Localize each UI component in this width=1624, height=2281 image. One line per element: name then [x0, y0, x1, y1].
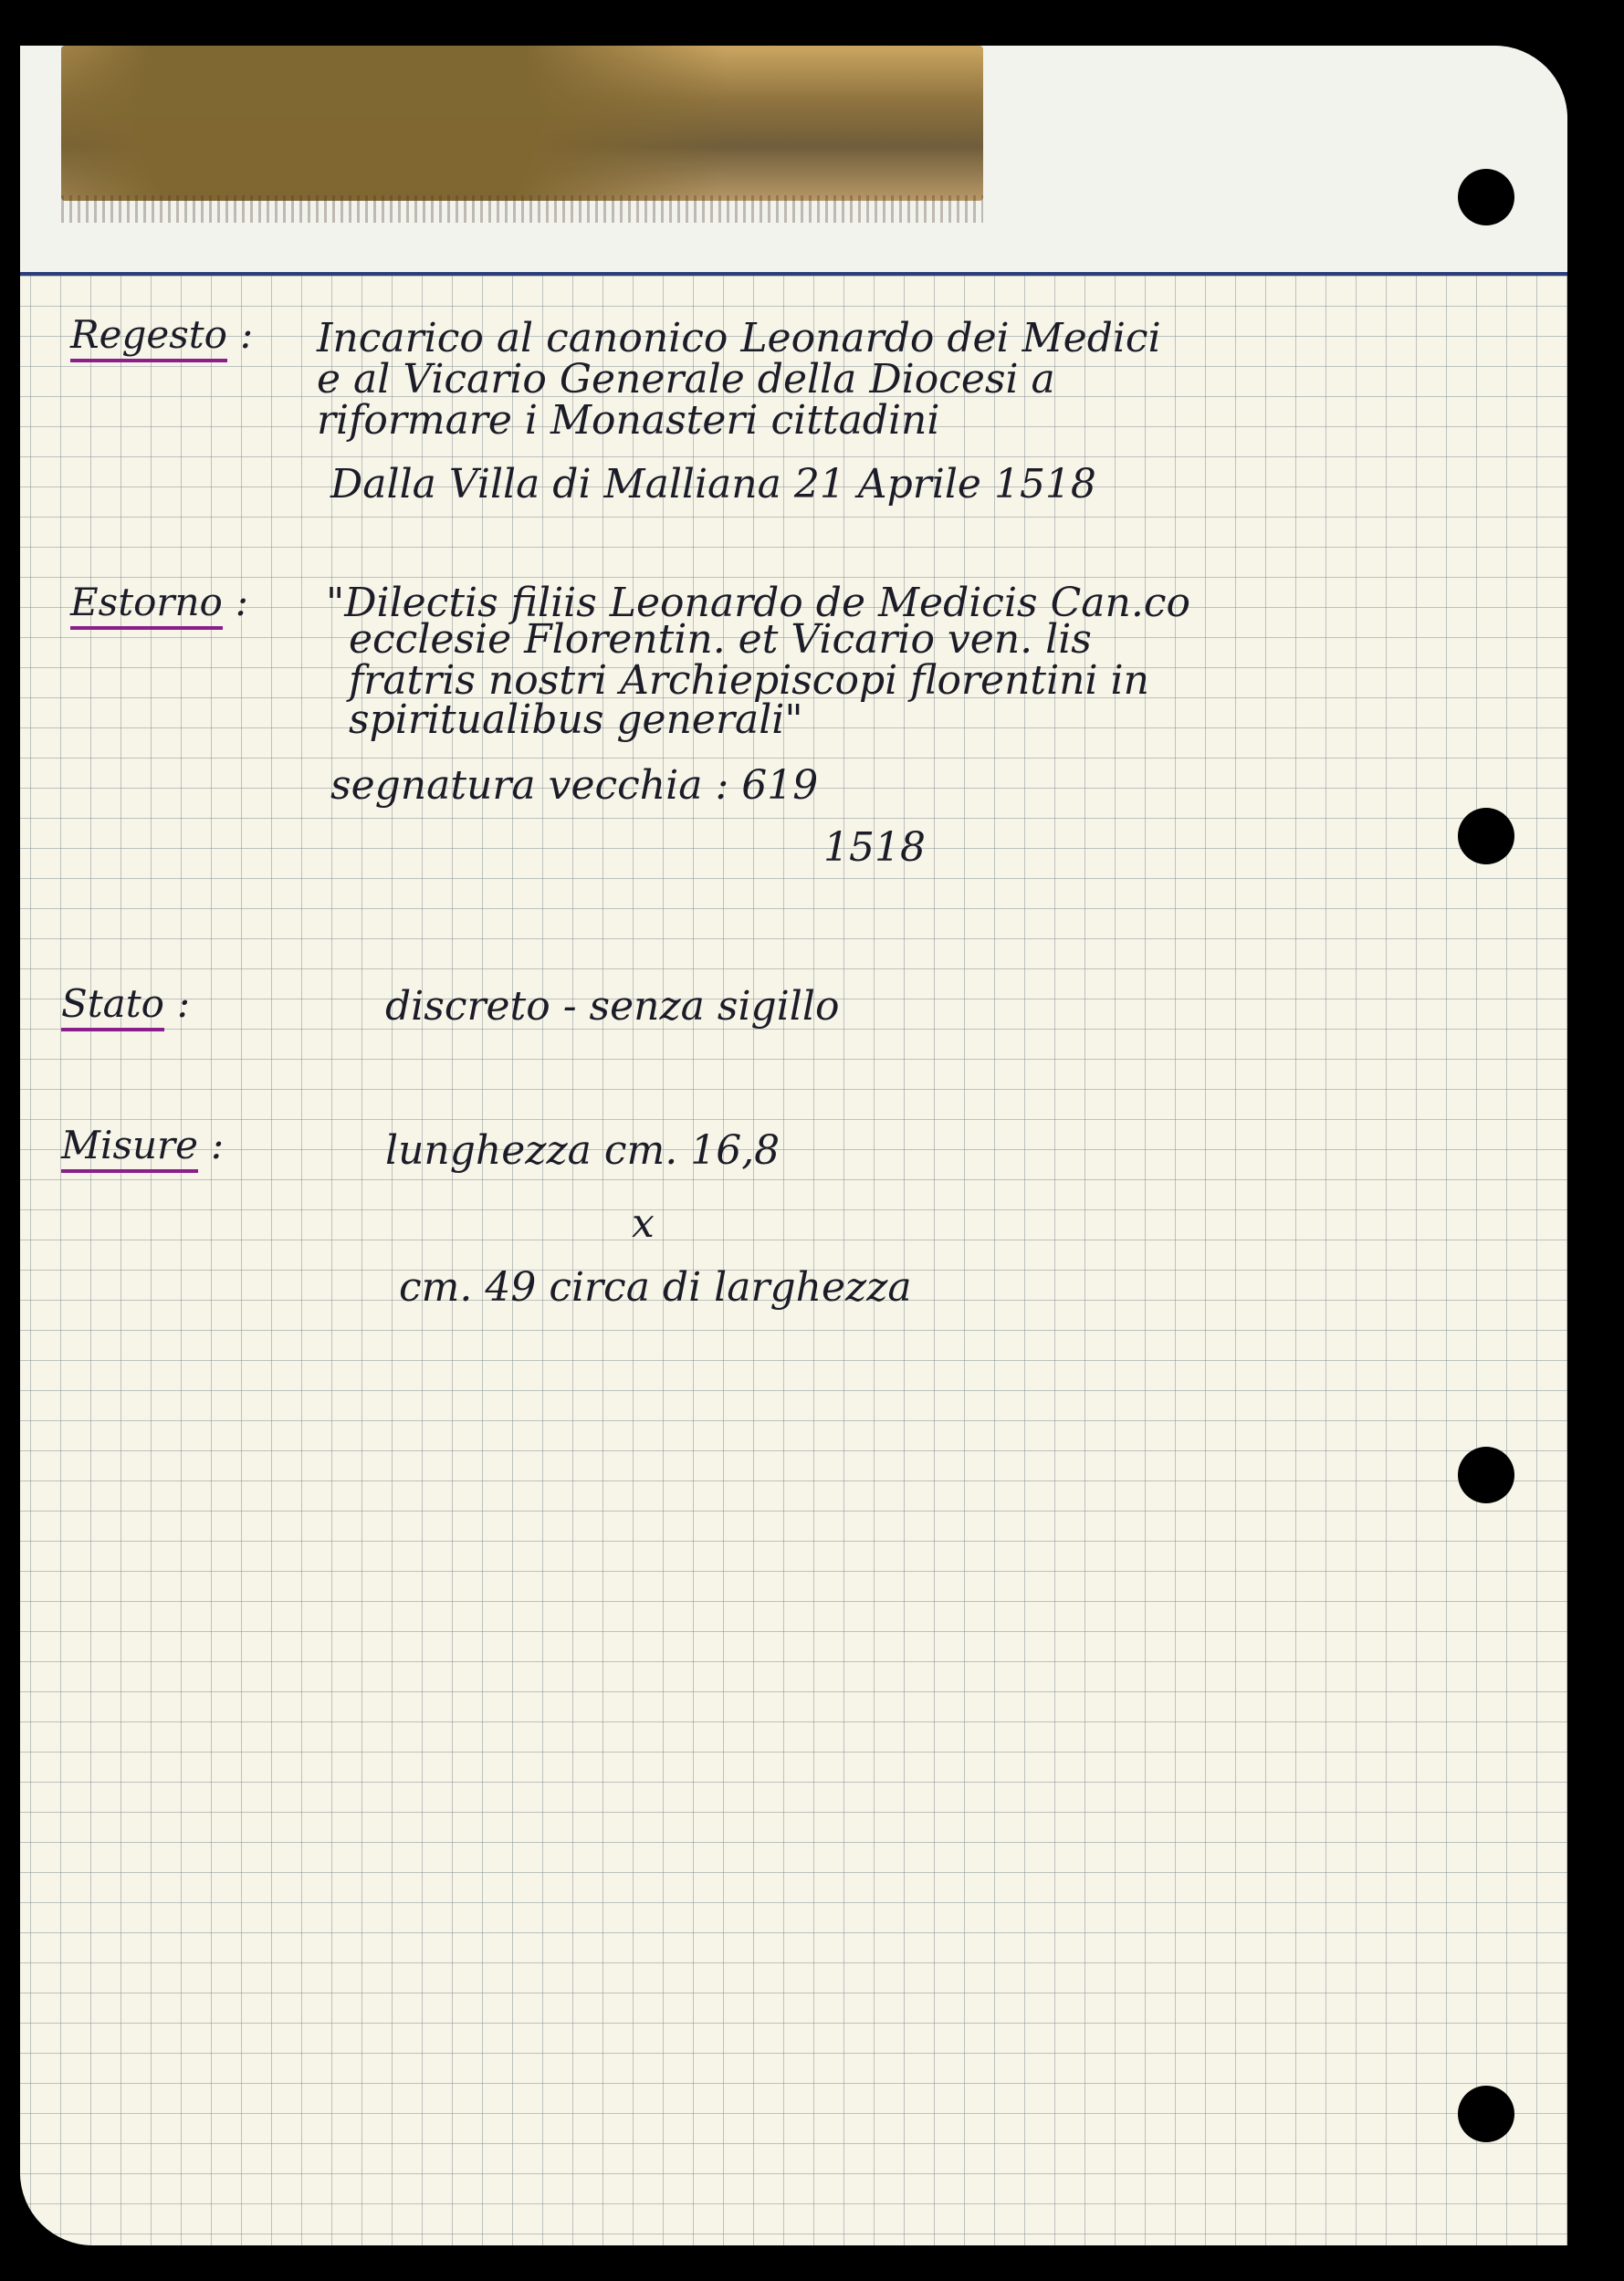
estorno-year: 1518 [823, 824, 926, 871]
misure-length: lunghezza cm. 16,8 [385, 1127, 781, 1174]
regesto-line-3: riformare i Monasteri cittadini [317, 397, 940, 444]
misure-connector: x [632, 1200, 655, 1247]
estorno-line-3: fratris nostri Archiepiscopi florentini in [349, 657, 1149, 704]
archive-card [20, 46, 1567, 2245]
estorno-line-2: ecclesie Florentin. et Vicario ven. lis [349, 616, 1092, 663]
card-content [20, 46, 1567, 2245]
segnatura-vecchia: segnatura vecchia : 619 [330, 762, 819, 809]
misure-label: Misure : [61, 1123, 224, 1173]
regesto-date: Dalla Villa di Malliana 21 Aprile 1518 [330, 461, 1096, 507]
estorno-line-4: spiritualibus generali" [349, 696, 803, 743]
regesto-label: Regesto : [70, 312, 253, 362]
regesto-line-1: Incarico al canonico Leonardo dei Medici [317, 315, 1161, 361]
estorno-line-1: "Dilectis filiis Leonardo de Medicis Can.co [326, 580, 1190, 626]
misure-width: cm. 49 circa di larghezza [399, 1264, 912, 1311]
regesto-line-2: e al Vicario Generale della Diocesi a [317, 356, 1055, 403]
estorno-label: Estorno : [70, 580, 248, 630]
stato-value: discreto - senza sigillo [385, 983, 840, 1030]
stato-label: Stato : [61, 981, 190, 1031]
